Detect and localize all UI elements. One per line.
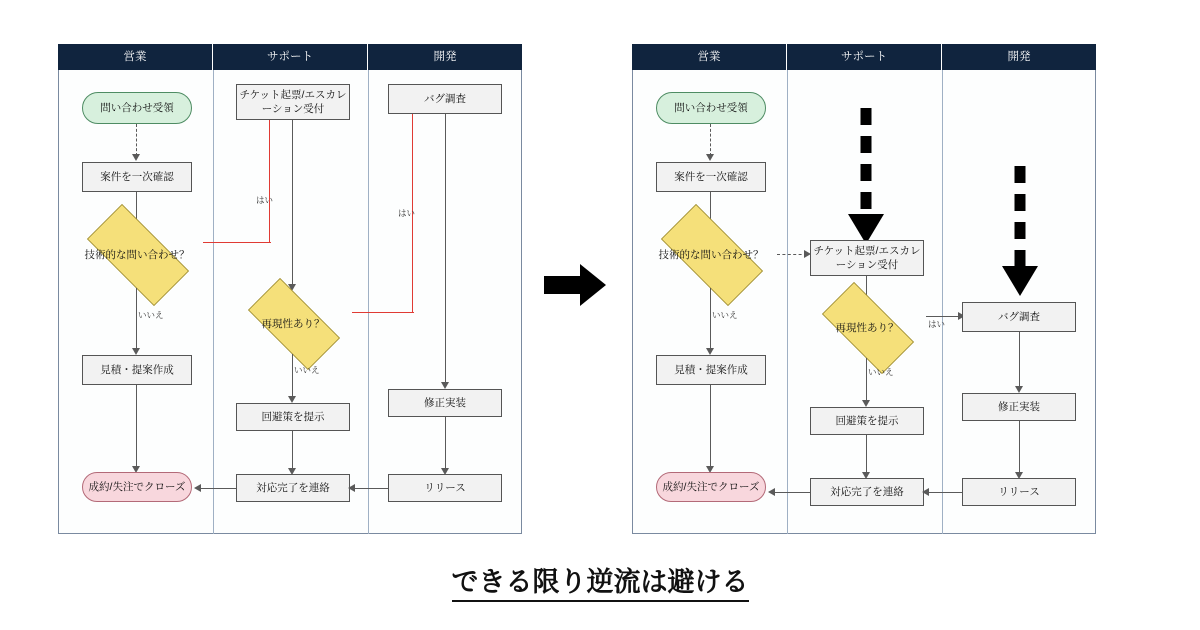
lane-header-support: サポート [787, 44, 942, 70]
arrowhead [768, 488, 775, 496]
arrowhead [706, 154, 714, 161]
arrowhead [348, 484, 355, 492]
lane-divider-1 [213, 70, 214, 534]
edge-release-to-done [928, 492, 962, 493]
node-bug-investigation: バグ調査 [388, 84, 502, 114]
arrowhead [132, 154, 140, 161]
arrowhead [862, 400, 870, 407]
edge-label-no-2: いいえ [868, 367, 894, 377]
swimlane-diagram-after [632, 44, 1096, 534]
edge-yes-to-ticket [777, 254, 807, 255]
edge-repro-yes [352, 312, 414, 313]
edge-yes-to-ticket-vert [269, 101, 270, 243]
node-close: 成約/失注でクローズ [82, 472, 192, 502]
edge-label-yes: はい [256, 195, 274, 205]
node-workaround: 回避策を提示 [810, 407, 924, 435]
node-decision-repro: 再現性あり？ [234, 292, 352, 354]
edge-fix-to-release [445, 417, 446, 473]
edge-release-to-done [354, 488, 388, 489]
lane-divider-2 [368, 70, 369, 534]
node-decision-technical: 技術的な問い合わせ？ [645, 220, 777, 288]
node-start-inquiry: 問い合わせ受領 [656, 92, 766, 124]
arrowhead [441, 382, 449, 389]
edge-done-to-close [774, 492, 810, 493]
edge-quote-to-close [136, 385, 137, 471]
edge-label-no-2: いいえ [294, 365, 320, 375]
lane-header-sales: 営業 [58, 44, 213, 70]
edge-ticket-to-repro [292, 120, 293, 288]
node-first-check: 案件を一次確認 [656, 162, 766, 192]
emphasis-down-arrow-icon-dev [998, 162, 1042, 307]
node-quote: 見積・提案作成 [656, 355, 766, 385]
node-start-inquiry: 問い合わせ受領 [82, 92, 192, 124]
arrowhead [1015, 386, 1023, 393]
lane-header-support: サポート [213, 44, 368, 70]
arrowhead [922, 488, 929, 496]
edge-repro-no [292, 354, 293, 400]
swimlane-diagram-before [58, 44, 522, 534]
transform-arrow-icon [544, 262, 608, 308]
arrowhead [194, 484, 201, 492]
node-quote: 見積・提案作成 [82, 355, 192, 385]
emphasis-down-arrow-icon-support [844, 104, 888, 253]
edge-workaround-to-done [866, 435, 867, 477]
edge-bug-to-fix [445, 114, 446, 386]
edge-label-no: いいえ [138, 310, 164, 320]
node-fix: 修正実装 [962, 393, 1076, 421]
node-release: リリース [962, 478, 1076, 506]
arrowhead [706, 348, 714, 355]
edge-label-yes-2: はい [398, 208, 416, 218]
edge-fix-to-release [1019, 421, 1020, 477]
node-decision-technical: 技術的な問い合わせ？ [71, 220, 203, 288]
node-decision-repro: 再現性あり？ [808, 296, 926, 358]
caption [0, 560, 1200, 599]
edge-workaround-to-done [292, 431, 293, 473]
node-bug-investigation: バグ調査 [962, 302, 1076, 332]
edge-repro-no [866, 358, 867, 404]
node-fix: 修正実装 [388, 389, 502, 417]
edge-quote-to-close [710, 385, 711, 471]
edge-start-to-firstcheck [710, 124, 711, 156]
node-ticket: チケット起票/エスカレーション受付 [236, 84, 350, 120]
arrowhead [132, 348, 140, 355]
lane-header-dev: 開発 [368, 44, 522, 70]
node-workaround: 回避策を提示 [236, 403, 350, 431]
edge-done-to-close [200, 488, 236, 489]
node-done-notice: 対応完了を連絡 [236, 474, 350, 502]
lane-divider-1 [787, 70, 788, 534]
edge-yes-to-ticket [203, 242, 271, 243]
caption-text: できる限り逆流は避ける [452, 567, 749, 602]
edge-start-to-firstcheck [136, 124, 137, 156]
edge-label-yes: はい [928, 319, 946, 329]
arrowhead [288, 396, 296, 403]
node-release: リリース [388, 474, 502, 502]
edge-label-no: いいえ [712, 310, 738, 320]
node-first-check: 案件を一次確認 [82, 162, 192, 192]
node-done-notice: 対応完了を連絡 [810, 478, 924, 506]
edge-bug-to-fix [1019, 332, 1020, 390]
node-close: 成約/失注でクローズ [656, 472, 766, 502]
node-ticket: チケット起票/エスカレーション受付 [810, 240, 924, 276]
lane-divider-2 [942, 70, 943, 534]
lane-header-dev: 開発 [942, 44, 1096, 70]
lane-header-sales: 営業 [632, 44, 787, 70]
